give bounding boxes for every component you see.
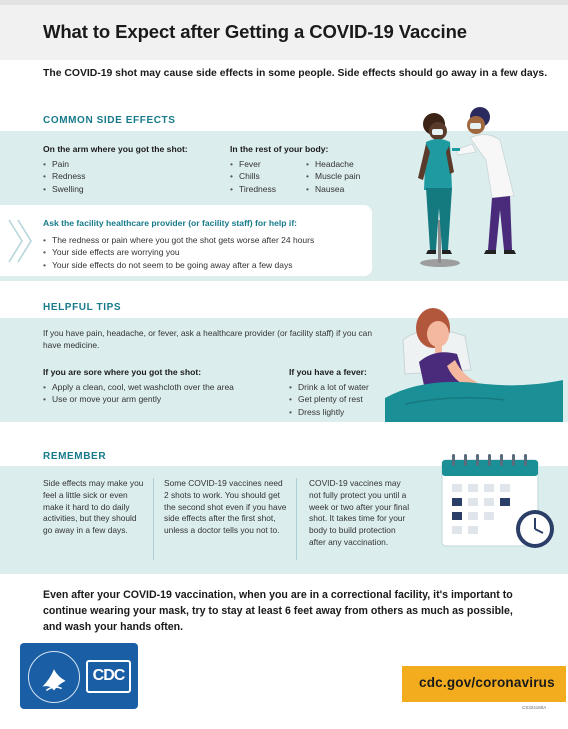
- document-code: CS324160A: [522, 705, 547, 710]
- url-link[interactable]: cdc.gov/coronavirus: [419, 675, 555, 690]
- list-item: • Dress lightly: [289, 406, 369, 418]
- sore-heading: If you are sore where you got the shot:: [43, 367, 202, 377]
- cdc-logo: [20, 643, 138, 709]
- remember-col-3: COVID-19 vaccines may not fully protect you until a week or two after your final shot. It takes time for your body to build protection after any vaccination.: [309, 478, 410, 547]
- body-heading: In the rest of your body:: [230, 144, 329, 154]
- hhs-seal-icon: [28, 651, 80, 703]
- list-item: • The redness or pain where you got the shot gets worse after 24 hours: [43, 234, 314, 246]
- remember-heading: REMEMBER: [43, 451, 107, 462]
- sore-list: [43, 381, 234, 406]
- intro-text: The COVID-19 shot may cause side effects in some people. Side effects should go away in a few days.: [43, 68, 548, 79]
- cdc-wordmark: CDC: [86, 660, 131, 693]
- page-title: What to Expect after Getting a COVID-19 Vaccine: [43, 21, 467, 42]
- arm-heading: On the arm where you got the shot:: [43, 144, 188, 154]
- list-item: • Get plenty of rest: [289, 393, 369, 405]
- list-item: • Tiredness: [230, 183, 276, 195]
- tips-intro: If you have pain, headache, or fever, ask a healthcare provider (or facility staff) if you can have medicine.: [43, 328, 372, 350]
- list-item: • Chills: [230, 170, 276, 182]
- list-item: • Muscle pain: [306, 170, 360, 182]
- body-list-2: [306, 158, 360, 195]
- url-badge[interactable]: [402, 666, 566, 702]
- arm-list: [43, 158, 86, 195]
- divider: [296, 478, 297, 560]
- list-item: • Pain: [43, 158, 86, 170]
- vaccination-illustration: [382, 100, 552, 275]
- list-item: • Redness: [43, 170, 86, 182]
- list-item: • Nausea: [306, 183, 360, 195]
- fever-list: [289, 381, 369, 418]
- list-item: • Apply a clean, cool, wet washcloth over the area: [43, 381, 234, 393]
- list-item: • Drink a lot of water: [289, 381, 369, 393]
- closing-text: Even after your COVID-19 vaccination, when you are in a correctional facility, it's important to continue wearing your mask, try to stay at least 6 feet away from others as much as possible, and wash your hands often.: [43, 589, 513, 633]
- tips-heading: HELPFUL TIPS: [43, 302, 122, 313]
- remember-col-2: Some COVID-19 vaccines need 2 shots to work. You should get the second shot even if you have side effects after the first shot, unless a doctor tells you not to.: [164, 478, 287, 536]
- ask-heading: Ask the facility healthcare provider (or facility staff) for help if:: [43, 218, 298, 228]
- resting-person-illustration: [385, 300, 563, 422]
- calendar-clock-icon: [438, 452, 558, 560]
- list-item: • Use or move your arm gently: [43, 393, 234, 405]
- list-item: • Swelling: [43, 183, 86, 195]
- chevron-arrows-icon: [6, 216, 36, 266]
- body-list-1: [230, 158, 276, 195]
- list-item: • Your side effects are worrying you: [43, 246, 314, 258]
- ask-list: [43, 234, 314, 271]
- side-effects-heading: COMMON SIDE EFFECTS: [43, 115, 176, 126]
- list-item: • Your side effects do not seem to be going away after a few days: [43, 259, 314, 271]
- fever-heading: If you have a fever:: [289, 367, 367, 377]
- title-bar: [0, 0, 568, 60]
- remember-col-1: Side effects may make you feel a little sick or even make it hard to do daily activities, but they should go away in a few days.: [43, 478, 144, 536]
- list-item: • Fever: [230, 158, 276, 170]
- divider: [153, 478, 154, 560]
- list-item: • Headache: [306, 158, 360, 170]
